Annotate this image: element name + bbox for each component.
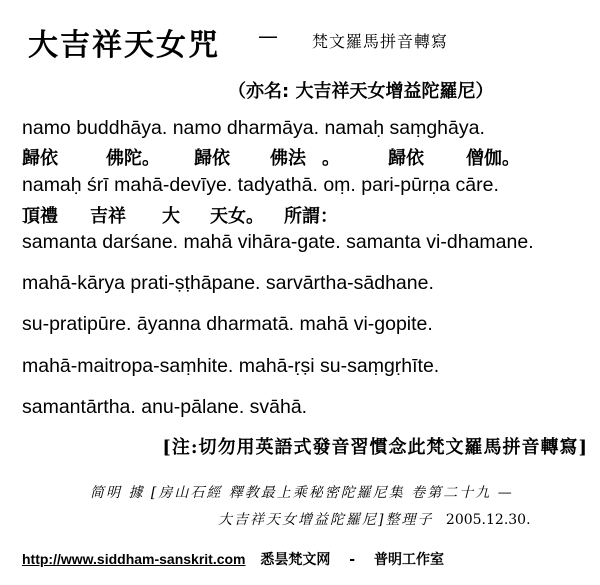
gloss-word: 僧伽。 xyxy=(466,148,520,169)
gloss-word: 大 xyxy=(162,206,180,227)
mantra-line-1-chinese xyxy=(22,144,582,169)
gloss-word: 吉祥 xyxy=(90,206,126,227)
site-name: 悉昙梵文网 xyxy=(260,552,331,568)
studio-name: 普明工作室 xyxy=(373,552,444,568)
credit-source: 大吉祥天女增益陀羅尼]整理子 xyxy=(218,512,434,528)
footer xyxy=(22,549,444,569)
mantra-line-3: samanta darśane. mahā vihāra-gate. samanta vi-dhamane. xyxy=(22,231,534,253)
alias-line: （亦名: 大吉祥天女增益陀羅尼） xyxy=(228,81,494,102)
mantra-line-1-latin: namo buddhāya. namo dharmāya. namaḥ saṃghāya. xyxy=(22,117,485,139)
credit-line-1: 简明 據 [房山石經 釋教最上乘秘密陀羅尼集 卷第二十九 — xyxy=(90,485,514,501)
mantra-line-2-latin: namaḥ śrī mahā-devīye. tadyathā. oṃ. pari-pūrṇa cāre. xyxy=(22,174,499,196)
pronunciation-note: [注:切勿用英語式發音習慣念此梵文羅馬拼音轉寫] xyxy=(162,437,588,458)
page-title: 大吉祥天女咒 xyxy=(28,28,220,63)
mantra-line-5: su-pratipūre. āyanna dharmatā. mahā vi-gopite. xyxy=(22,313,433,335)
credit-date: 2005.12.30. xyxy=(445,512,531,528)
gloss-word: 歸依 xyxy=(388,148,424,169)
title-dash: — xyxy=(258,24,278,48)
mantra-line-7: samantārtha. anu-pālane. svāhā. xyxy=(22,396,308,418)
mantra-line-2-chinese xyxy=(22,202,582,227)
gloss-word: 。 xyxy=(322,148,340,169)
gloss-word: 歸依 xyxy=(194,148,230,169)
gloss-word: 佛陀。 xyxy=(106,148,160,169)
mantra-line-4: mahā-kārya prati-ṣṭhāpane. sarvārtha-sādhane. xyxy=(22,272,434,294)
credit-line-2 xyxy=(218,509,531,529)
gloss-word: 所謂： xyxy=(284,206,338,227)
gloss-word: 頂禮 xyxy=(22,206,58,227)
gloss-word: 天女。 xyxy=(210,206,264,227)
footer-separator: - xyxy=(349,552,356,568)
site-url-link[interactable]: http://www.siddham-sanskrit.com xyxy=(22,551,246,567)
gloss-word: 佛法 xyxy=(270,148,306,169)
page-subtitle: 梵文羅馬拼音轉寫 xyxy=(312,32,449,51)
gloss-word: 歸依 xyxy=(22,148,58,169)
mantra-line-6: mahā-maitropa-saṃhite. mahā-ṛṣi su-saṃgṛhīte. xyxy=(22,355,440,377)
